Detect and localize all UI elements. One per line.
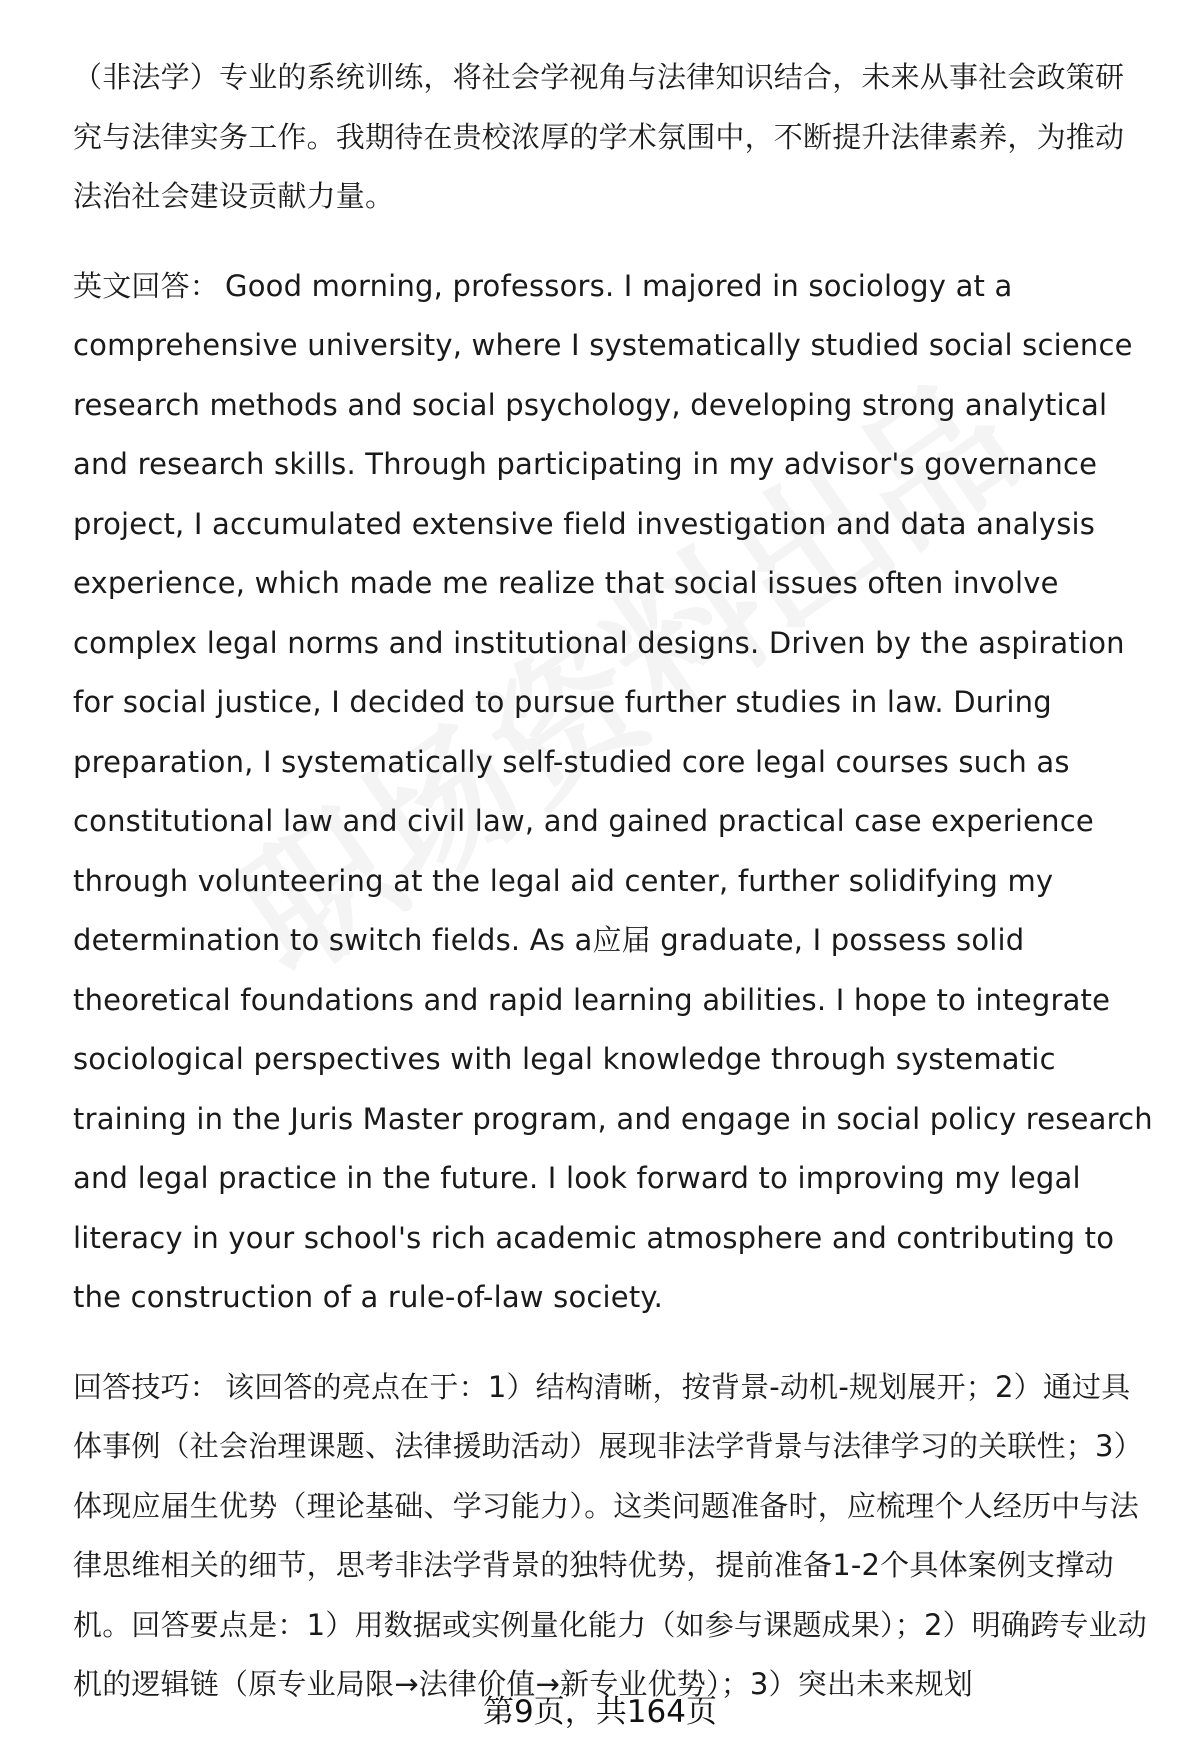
document-body — [73, 48, 1153, 1715]
intro-continuation-paragraph: （非法学）专业的系统训练，将社会学视角与法律知识结合，未来从事社会政策研究与法律实务工作。我期待在贵校浓厚的学术氛围中，不断提升法律素养，为推动法治社会建设贡献力量。 — [73, 60, 1125, 213]
answer-tips-text: 该回答的亮点在于：1）结构清晰，按背景-动机-规划展开；2）通过具体事例（社会治理课题、法律援助活动）展现非法学背景与法律学习的关联性；3）体现应届生优势（理论基础、学习能力）。这类问题准备时，应梳理个人经历中与法律思维相关的细节，思考非法学背景的独特优势，提前准备1-2个具体案例支撑动机。回答要点是：1）用数据或实例量化能力（如参与课题成果）；2）明确跨专业动机的逻辑链（原专业局限→法律价值→新专业优势）；3）突出未来规划 — [73, 1369, 1148, 1701]
answer-tips-paragraph — [73, 1358, 1153, 1715]
answer-tips-label: 回答技巧： — [73, 1369, 220, 1404]
page-number: 第9页，共164页 — [483, 1694, 717, 1730]
english-answer-label: 英文回答： — [73, 268, 220, 303]
english-answer-paragraph — [73, 257, 1153, 1328]
english-answer-text: Good morning, professors. I majored in sociology at a comprehensive university, where I systematically studied social science research methods and social psychology, developing strong analytical and research skills. Through participating in my advisor's governance project, I accumulated extensive field investigation and data analysis experience, which made me realize that social issues often involve complex legal norms and institutional designs. Driven by the aspiration for social justice, I decided to pursue further studies in law. During preparation, I systematically self-studied core legal courses such as constitutional law and civil law, and gained practical case experience through volunteering at the legal aid center, further solidifying my determination to switch fields. As a应届 graduate, I possess solid theoretical foundations and rapid learning abilities. I hope to integrate sociological perspectives with legal knowledge through systematic training in the Juris Master program, and engage in social policy research and legal practice in the future. I look forward to improving my legal literacy in your school's rich academic atmosphere and contributing to the construction of a rule-of-law society. — [73, 268, 1153, 1314]
